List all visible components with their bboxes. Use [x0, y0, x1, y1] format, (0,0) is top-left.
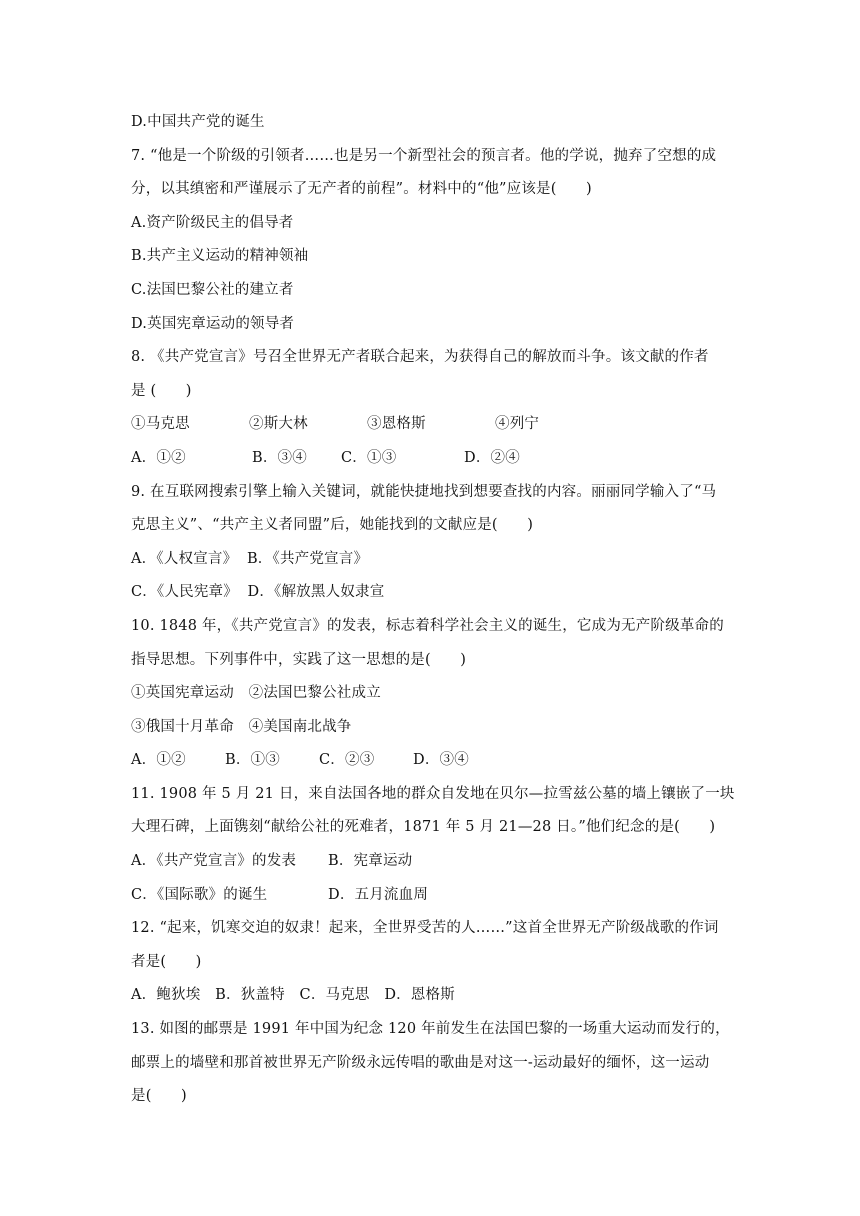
- question-8-options: [131, 442, 731, 476]
- question-11-option-a: A．《共产党宣言》的发表: [131, 853, 297, 870]
- question-13-stem-line-1: 13. 如图的邮票是 1991 年中国为纪念 120 年前发生在法国巴黎的一场重大运动而发行的，: [131, 1021, 730, 1038]
- question-9-options-line-1: A．《人权宣言》 B．《共产党宣言》: [131, 550, 369, 567]
- question-8-option-a: A．①②: [131, 449, 186, 466]
- question-10-option-b: B．①③: [225, 752, 280, 769]
- question-8-item-3: ③恩格斯: [367, 416, 426, 433]
- question-10-stem-line-2: 指导思想。下列事件中，实践了这一思想的是( ): [131, 651, 467, 668]
- question-10-items-line-2: ③俄国十月革命 ④美国南北战争: [131, 718, 352, 735]
- question-8-option-c: C．①③: [341, 449, 397, 466]
- question-10-option-d: D．③④: [413, 752, 469, 769]
- question-9-options-line-2: C．《人民宪章》 D．《解放黑人奴隶宣: [131, 584, 385, 601]
- question-7-option-d: D.英国宪章运动的领导者: [131, 315, 295, 332]
- question-8-item-2: ②斯大林: [249, 416, 308, 433]
- question-11-options-row-1: [131, 845, 731, 879]
- question-11-stem-line-1: 11. 1908 年 5 月 21 日，来自法国各地的群众自发地在贝尔—拉雪兹公墓的墙上镶嵌了一块: [131, 785, 735, 802]
- question-13-stem-line-3: 是( ): [131, 1088, 187, 1105]
- question-7-option-c: C.法国巴黎公社的建立者: [131, 281, 294, 298]
- question-7-stem-line-1: 7. “他是一个阶级的引领者……也是另一个新型社会的预言者。他的学说，抛弃了空想的成: [131, 147, 717, 164]
- question-8-option-d: D．②④: [464, 449, 520, 466]
- question-11-option-c: C．《国际歌》的诞生: [131, 886, 268, 903]
- question-7-option-a: A.资产阶级民主的倡导者: [131, 214, 294, 231]
- question-13-stem-line-2: 邮票上的墙壁和那首被世界无产阶级永远传唱的歌曲是对这一-运动最好的缅怀，这一运动: [131, 1054, 710, 1071]
- question-10-option-a: A．①②: [131, 752, 186, 769]
- question-10-items-line-1: ①英国宪章运动 ②法国巴黎公社成立: [131, 685, 381, 702]
- question-10-stem-line-1: 10. 1848 年，《共产党宣言》的发表，标志着科学社会主义的诞生，它成为无产阶级革命的: [131, 617, 724, 634]
- question-8-stem-line-2: 是 ( ): [131, 382, 192, 399]
- question-8-item-1: ①马克思: [131, 416, 190, 433]
- question-8-stem-line-1: 8. 《共产党宣言》号召全世界无产者联合起来，为获得自己的解放而斗争。该文献的作者: [131, 349, 709, 366]
- question-12-options: A．鲍狄埃 B．狄盖特 C．马克思 D．恩格斯: [131, 987, 455, 1004]
- question-9-stem-line-1: 9. 在互联网搜索引擎上输入关键词，就能快捷地找到想要查找的内容。丽丽同学输入了“马: [131, 483, 717, 500]
- question-11-options-row-2: [131, 879, 731, 913]
- question-9-stem-line-2: 克思主义”、“共产主义者同盟”后，她能找到的文献应是( ): [131, 517, 534, 534]
- question-12-stem-line-1: 12. “起来，饥寒交迫的奴隶！起来，全世界受苦的人……”这首全世界无产阶级战歌的作词: [131, 920, 719, 937]
- question-7-option-b: B.共产主义运动的精神领袖: [131, 248, 309, 265]
- question-10-option-c: C．②③: [319, 752, 375, 769]
- question-10-options: [131, 744, 731, 778]
- question-list: [131, 106, 735, 1114]
- question-8-items: [131, 408, 731, 442]
- question-11-stem-line-2: 大理石碑，上面镌刻“献给公社的死难者，1871 年 5 月 21—28 日。”他们纪念的是( ): [131, 819, 716, 836]
- question-7-stem-line-2: 分，以其缜密和严谨展示了无产者的前程”。材料中的“他”应该是( ): [131, 181, 592, 198]
- option-d: D.中国共产党的诞生: [131, 114, 265, 130]
- question-11-option-d: D．五月流血周: [328, 886, 429, 903]
- question-8-option-b: B．③④: [252, 449, 307, 466]
- question-8-item-4: ④列宁: [495, 416, 540, 433]
- question-11-option-b: B．宪章运动: [328, 853, 413, 870]
- question-12-stem-line-2: 者是( ): [131, 953, 202, 970]
